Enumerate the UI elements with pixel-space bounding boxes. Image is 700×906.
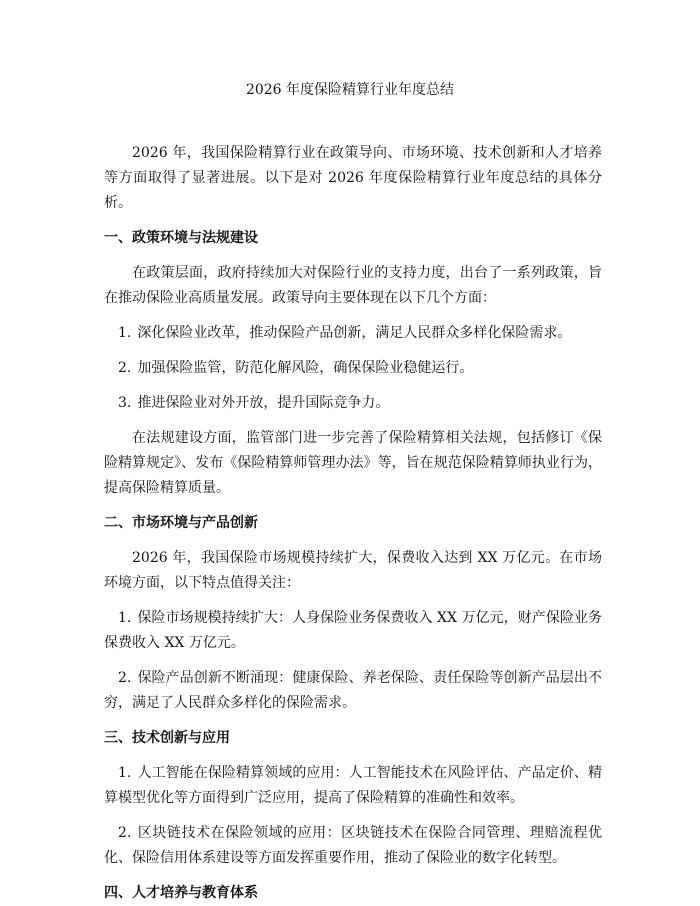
list-item-number: 3. [118,395,132,411]
list-item-text: 保险市场规模持续扩大：人身保险业务保费收入 XX 万亿元，财产保险业务保费收入 XX 万亿元。 [104,610,602,651]
document-body [104,141,602,906]
list-item-text: 推进保险业对外开放，提升国际竞争力。 [137,395,390,411]
list-item-number: 2. [118,360,132,376]
section-heading-talent: 四、人才培养与教育体系 [104,885,258,901]
list-item [104,321,602,346]
list-item [104,606,602,656]
list-item-text: 保险产品创新不断涌现：健康保险、养老保险、责任保险等创新产品层出不穷，满足了人民群众多样化的保险需求。 [104,670,602,711]
list-item [104,761,602,811]
list-item-number: 2. [118,825,132,841]
section-heading-policy: 一、政策环境与法规建设 [104,230,258,246]
document-title: 2026 年度保险精算行业年度总结 [245,82,455,98]
list-item [104,666,602,716]
section-paragraph: 2026 年，我国保险市场规模持续扩大，保费收入达到 XX 万亿元。在市场环境方面，以下特点值得关注： [104,550,602,591]
list-item-text: 人工智能在保险精算领域的应用：人工智能技术在风险评估、产品定价、精算模型优化等方面得到广泛应用，提高了保险精算的准确性和效率。 [104,765,602,806]
section-paragraph: 在政策层面，政府持续加大对保险行业的支持力度，出台了一系列政策，旨在推动保险业高质量发展。政策导向主要体现在以下几个方面： [104,265,602,306]
list-item [104,391,602,416]
list-item-number: 1. [118,325,132,341]
list-item-text: 加强保险监管，防范化解风险，确保保险业稳健运行。 [137,360,474,376]
list-item-text: 深化保险业改革，推动保险产品创新，满足人民群众多样化保险需求。 [137,325,572,341]
list-item-number: 1. [118,610,132,626]
list-item-number: 2. [118,670,132,686]
section-heading-market: 二、市场环境与产品创新 [104,515,258,531]
list-item [104,821,602,871]
list-item-text: 区块链技术在保险领域的应用：区块链技术在保险合同管理、理赔流程优化、保险信用体系建设等方面发挥重要作用，推动了保险业的数字化转型。 [104,825,602,866]
list-item-number: 1. [118,765,132,781]
list-item [104,356,602,381]
intro-paragraph: 2026 年，我国保险精算行业在政策导向、市场环境、技术创新和人才培养等方面取得了显著进展。以下是对 2026 年度保险精算行业年度总结的具体分析。 [104,145,602,211]
section-paragraph: 在法规建设方面，监管部门进一步完善了保险精算相关法规，包括修订《保险精算规定》、发布《保险精算师管理办法》等，旨在规范保险精算师执业行为，提高保险精算质量。 [104,430,602,496]
section-heading-technology: 三、技术创新与应用 [104,730,230,746]
